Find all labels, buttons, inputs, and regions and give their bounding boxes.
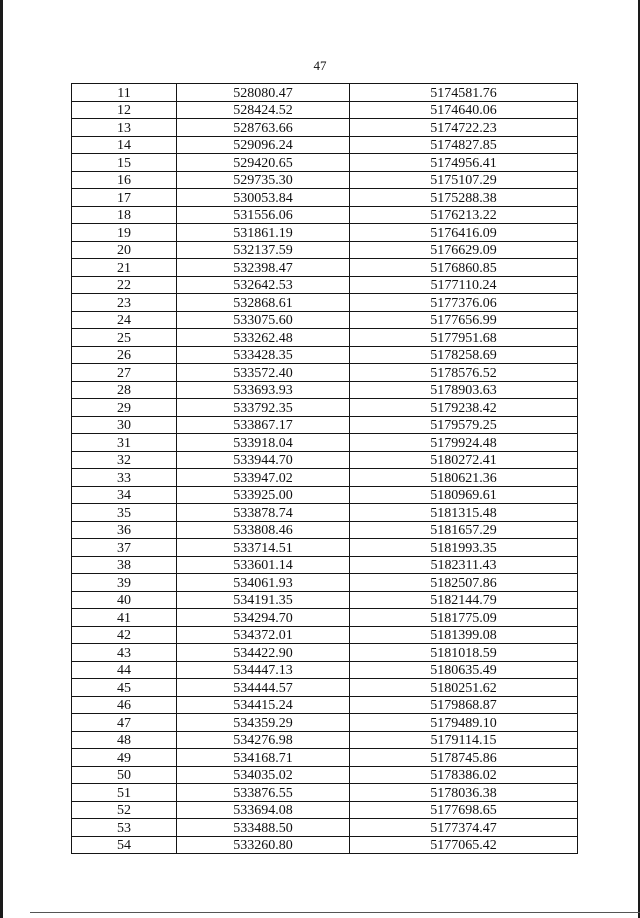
table-row	[72, 206, 578, 224]
y-coordinate-cell: 5178903.63	[350, 381, 578, 399]
x-coordinate-cell: 534168.71	[177, 749, 350, 767]
point-number-cell: 24	[72, 311, 177, 329]
table-row	[72, 819, 578, 837]
y-coordinate-cell: 5181399.08	[350, 626, 578, 644]
scan-edge-left	[0, 0, 3, 918]
y-coordinate-cell: 5176629.09	[350, 241, 578, 259]
table-row	[72, 241, 578, 259]
y-coordinate-cell: 5175288.38	[350, 189, 578, 207]
point-number-cell: 15	[72, 154, 177, 172]
x-coordinate-cell: 533714.51	[177, 539, 350, 557]
x-coordinate-cell: 534422.90	[177, 644, 350, 662]
table-row	[72, 836, 578, 854]
y-coordinate-cell: 5179579.25	[350, 416, 578, 434]
point-number-cell: 30	[72, 416, 177, 434]
point-number-cell: 33	[72, 469, 177, 487]
x-coordinate-cell: 534191.35	[177, 591, 350, 609]
x-coordinate-cell: 533693.93	[177, 381, 350, 399]
table-row	[72, 276, 578, 294]
table-row	[72, 381, 578, 399]
point-number-cell: 42	[72, 626, 177, 644]
coordinates-table-body	[72, 84, 578, 854]
y-coordinate-cell: 5176416.09	[350, 224, 578, 242]
coordinates-table	[71, 83, 578, 854]
y-coordinate-cell: 5182144.79	[350, 591, 578, 609]
table-row	[72, 696, 578, 714]
table-row	[72, 766, 578, 784]
point-number-cell: 29	[72, 399, 177, 417]
point-number-cell: 49	[72, 749, 177, 767]
table-row	[72, 451, 578, 469]
point-number-cell: 16	[72, 171, 177, 189]
x-coordinate-cell: 531556.06	[177, 206, 350, 224]
y-coordinate-cell: 5179114.15	[350, 731, 578, 749]
table-row	[72, 521, 578, 539]
x-coordinate-cell: 534415.24	[177, 696, 350, 714]
y-coordinate-cell: 5181018.59	[350, 644, 578, 662]
x-coordinate-cell: 532137.59	[177, 241, 350, 259]
table-row	[72, 416, 578, 434]
y-coordinate-cell: 5178745.86	[350, 749, 578, 767]
x-coordinate-cell: 533792.35	[177, 399, 350, 417]
table-row	[72, 574, 578, 592]
y-coordinate-cell: 5174722.23	[350, 119, 578, 137]
table-row	[72, 101, 578, 119]
x-coordinate-cell: 534276.98	[177, 731, 350, 749]
table-row	[72, 399, 578, 417]
y-coordinate-cell: 5174581.76	[350, 84, 578, 102]
y-coordinate-cell: 5181993.35	[350, 539, 578, 557]
table-row	[72, 801, 578, 819]
table-row	[72, 294, 578, 312]
table-row	[72, 224, 578, 242]
x-coordinate-cell: 528424.52	[177, 101, 350, 119]
x-coordinate-cell: 533876.55	[177, 784, 350, 802]
point-number-cell: 53	[72, 819, 177, 837]
table-row	[72, 259, 578, 277]
point-number-cell: 48	[72, 731, 177, 749]
y-coordinate-cell: 5174956.41	[350, 154, 578, 172]
point-number-cell: 47	[72, 714, 177, 732]
y-coordinate-cell: 5174827.85	[350, 136, 578, 154]
table-row	[72, 364, 578, 382]
x-coordinate-cell: 534359.29	[177, 714, 350, 732]
y-coordinate-cell: 5182311.43	[350, 556, 578, 574]
page-number: 47	[313, 58, 327, 73]
point-number-cell: 52	[72, 801, 177, 819]
y-coordinate-cell: 5175107.29	[350, 171, 578, 189]
table-row	[72, 486, 578, 504]
point-number-cell: 44	[72, 661, 177, 679]
table-row	[72, 626, 578, 644]
table-row	[72, 679, 578, 697]
point-number-cell: 17	[72, 189, 177, 207]
point-number-cell: 37	[72, 539, 177, 557]
y-coordinate-cell: 5177951.68	[350, 329, 578, 347]
table-row	[72, 556, 578, 574]
x-coordinate-cell: 533925.00	[177, 486, 350, 504]
y-coordinate-cell: 5182507.86	[350, 574, 578, 592]
table-row	[72, 119, 578, 137]
x-coordinate-cell: 533428.35	[177, 346, 350, 364]
y-coordinate-cell: 5178036.38	[350, 784, 578, 802]
y-coordinate-cell: 5179238.42	[350, 399, 578, 417]
table-row	[72, 136, 578, 154]
x-coordinate-cell: 533918.04	[177, 434, 350, 452]
table-row	[72, 154, 578, 172]
point-number-cell: 28	[72, 381, 177, 399]
point-number-cell: 39	[72, 574, 177, 592]
x-coordinate-cell: 533694.08	[177, 801, 350, 819]
table-row	[72, 329, 578, 347]
x-coordinate-cell: 534061.93	[177, 574, 350, 592]
x-coordinate-cell: 534294.70	[177, 609, 350, 627]
y-coordinate-cell: 5181775.09	[350, 609, 578, 627]
point-number-cell: 43	[72, 644, 177, 662]
point-number-cell: 26	[72, 346, 177, 364]
x-coordinate-cell: 529420.65	[177, 154, 350, 172]
y-coordinate-cell: 5177376.06	[350, 294, 578, 312]
point-number-cell: 22	[72, 276, 177, 294]
point-number-cell: 40	[72, 591, 177, 609]
y-coordinate-cell: 5177065.42	[350, 836, 578, 854]
x-coordinate-cell: 534035.02	[177, 766, 350, 784]
table-row	[72, 84, 578, 102]
point-number-cell: 50	[72, 766, 177, 784]
table-row	[72, 539, 578, 557]
table-row	[72, 189, 578, 207]
point-number-cell: 32	[72, 451, 177, 469]
x-coordinate-cell: 529735.30	[177, 171, 350, 189]
x-coordinate-cell: 533878.74	[177, 504, 350, 522]
point-number-cell: 41	[72, 609, 177, 627]
x-coordinate-cell: 534447.13	[177, 661, 350, 679]
x-coordinate-cell: 531861.19	[177, 224, 350, 242]
table-row	[72, 591, 578, 609]
y-coordinate-cell: 5176213.22	[350, 206, 578, 224]
y-coordinate-cell: 5179924.48	[350, 434, 578, 452]
y-coordinate-cell: 5179489.10	[350, 714, 578, 732]
point-number-cell: 13	[72, 119, 177, 137]
x-coordinate-cell: 533808.46	[177, 521, 350, 539]
point-number-cell: 14	[72, 136, 177, 154]
table-row	[72, 434, 578, 452]
x-coordinate-cell: 533572.40	[177, 364, 350, 382]
x-coordinate-cell: 533601.14	[177, 556, 350, 574]
x-coordinate-cell: 533944.70	[177, 451, 350, 469]
point-number-cell: 27	[72, 364, 177, 382]
table-row	[72, 661, 578, 679]
x-coordinate-cell: 533260.80	[177, 836, 350, 854]
x-coordinate-cell: 529096.24	[177, 136, 350, 154]
y-coordinate-cell: 5179868.87	[350, 696, 578, 714]
y-coordinate-cell: 5180251.62	[350, 679, 578, 697]
point-number-cell: 21	[72, 259, 177, 277]
y-coordinate-cell: 5178386.02	[350, 766, 578, 784]
point-number-cell: 36	[72, 521, 177, 539]
table-row	[72, 311, 578, 329]
point-number-cell: 12	[72, 101, 177, 119]
x-coordinate-cell: 533488.50	[177, 819, 350, 837]
x-coordinate-cell: 532868.61	[177, 294, 350, 312]
y-coordinate-cell: 5174640.06	[350, 101, 578, 119]
point-number-cell: 20	[72, 241, 177, 259]
point-number-cell: 38	[72, 556, 177, 574]
page-bottom-edge	[30, 912, 640, 913]
table-row	[72, 469, 578, 487]
x-coordinate-cell: 532642.53	[177, 276, 350, 294]
point-number-cell: 25	[72, 329, 177, 347]
y-coordinate-cell: 5178258.69	[350, 346, 578, 364]
point-number-cell: 23	[72, 294, 177, 312]
y-coordinate-cell: 5180635.49	[350, 661, 578, 679]
table-row	[72, 731, 578, 749]
x-coordinate-cell: 532398.47	[177, 259, 350, 277]
point-number-cell: 35	[72, 504, 177, 522]
x-coordinate-cell: 534372.01	[177, 626, 350, 644]
y-coordinate-cell: 5177374.47	[350, 819, 578, 837]
table-row	[72, 749, 578, 767]
point-number-cell: 11	[72, 84, 177, 102]
table-row	[72, 784, 578, 802]
x-coordinate-cell: 533947.02	[177, 469, 350, 487]
y-coordinate-cell: 5176860.85	[350, 259, 578, 277]
y-coordinate-cell: 5178576.52	[350, 364, 578, 382]
y-coordinate-cell: 5180969.61	[350, 486, 578, 504]
point-number-cell: 51	[72, 784, 177, 802]
x-coordinate-cell: 528080.47	[177, 84, 350, 102]
y-coordinate-cell: 5180621.36	[350, 469, 578, 487]
table-row	[72, 714, 578, 732]
y-coordinate-cell: 5177110.24	[350, 276, 578, 294]
y-coordinate-cell: 5181657.29	[350, 521, 578, 539]
table-row	[72, 346, 578, 364]
table-row	[72, 609, 578, 627]
x-coordinate-cell: 534444.57	[177, 679, 350, 697]
x-coordinate-cell: 528763.66	[177, 119, 350, 137]
point-number-cell: 46	[72, 696, 177, 714]
point-number-cell: 19	[72, 224, 177, 242]
table-row	[72, 504, 578, 522]
table-row	[72, 171, 578, 189]
point-number-cell: 54	[72, 836, 177, 854]
point-number-cell: 34	[72, 486, 177, 504]
table-row	[72, 644, 578, 662]
y-coordinate-cell: 5181315.48	[350, 504, 578, 522]
x-coordinate-cell: 533075.60	[177, 311, 350, 329]
y-coordinate-cell: 5180272.41	[350, 451, 578, 469]
x-coordinate-cell: 533262.48	[177, 329, 350, 347]
y-coordinate-cell: 5177656.99	[350, 311, 578, 329]
point-number-cell: 18	[72, 206, 177, 224]
y-coordinate-cell: 5177698.65	[350, 801, 578, 819]
x-coordinate-cell: 533867.17	[177, 416, 350, 434]
point-number-cell: 45	[72, 679, 177, 697]
x-coordinate-cell: 530053.84	[177, 189, 350, 207]
point-number-cell: 31	[72, 434, 177, 452]
